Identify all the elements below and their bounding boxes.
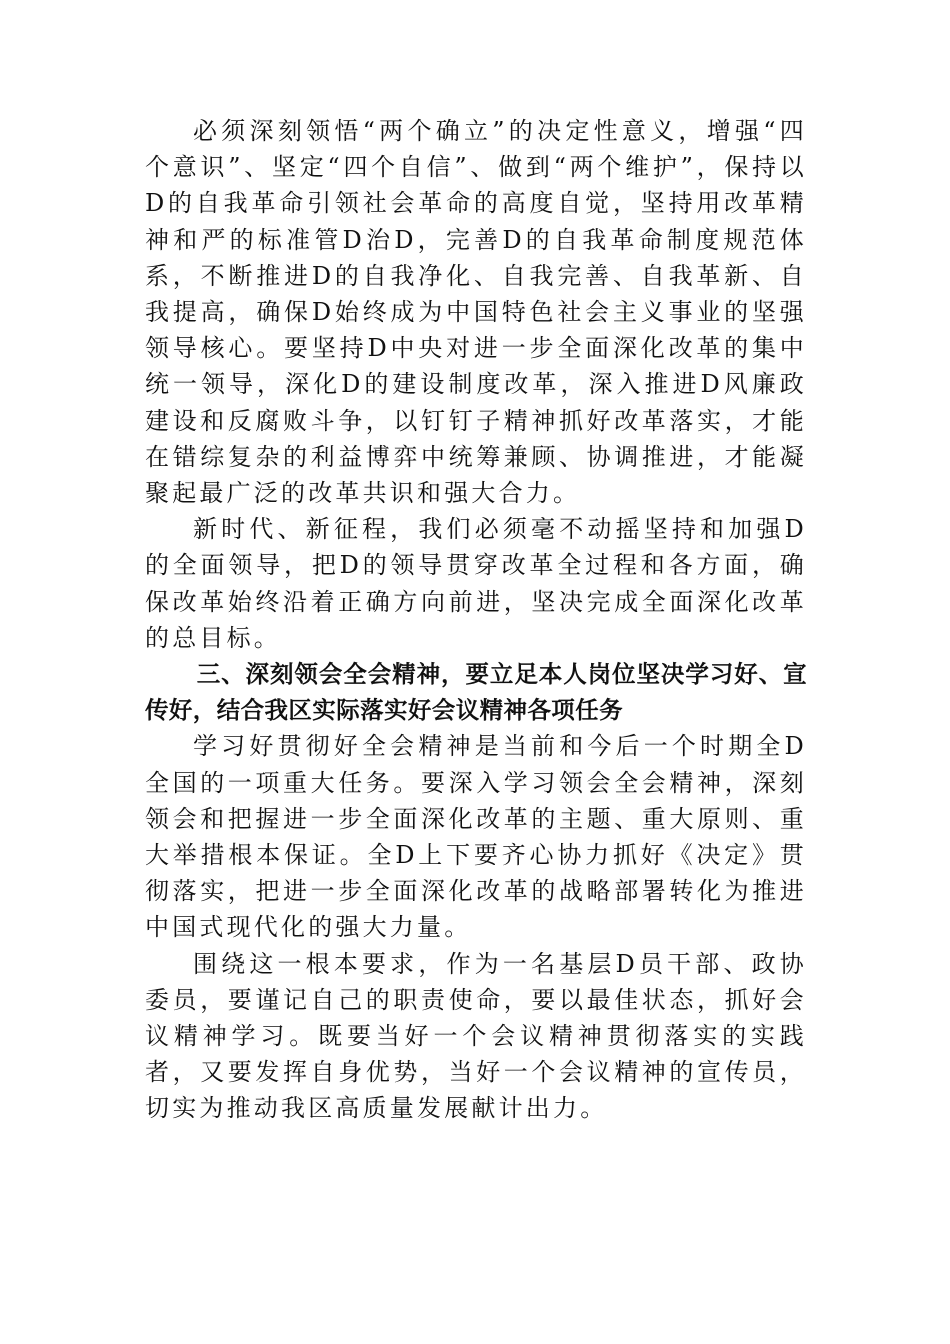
- section-heading: 三、深刻领会全会精神，要立足本人岗位坚决学习好、宣传好，结合我区实际落实好会议精神各项任务: [145, 660, 807, 725]
- body-paragraph: 必须深刻领悟“两个确立”的决定性意义，增强“四个意识”、坚定“四个自信”、做到“两个维护”，保持以D的自我革命引领社会革命的高度自觉，坚持用改革精神和严的标准管D治D，完善D的自我革命制度规范体系，不断推进D的自我净化、自我完善、自我革新、自我提高，确保D始终成为中国特色社会主义事业的坚强领导核心。要坚持D中央对进一步全面深化改革的集中统一领导，深化D的建设制度改革，深入推进D风廉政建设和反腐败斗争，以钉钉子精神抓好改革落实，才能在错综复杂的利益博弈中统筹兼顾、协调推进，才能凝聚起最广泛的改革共识和强大合力。: [145, 117, 807, 508]
- body-paragraph: 围绕这一根本要求，作为一名基层D员干部、政协委员，要谨记自己的职责使命，要以最佳状态，抓好会议精神学习。既要当好一个会议精神贯彻落实的实践者，又要发挥自身优势，当好一个会议精神的宣传员，切实为推动我区高质量发展献计出力。: [145, 949, 807, 1123]
- body-paragraph: 学习好贯彻好全会精神是当前和今后一个时期全D全国的一项重大任务。要深入学习领会全会精神，深刻领会和把握进一步全面深化改革的主题、重大原则、重大举措根本保证。全D上下要齐心协力抓好《决定》贯彻落实，把进一步全面深化改革的战略部署转化为推进中国式现代化的强大力量。: [145, 732, 807, 942]
- body-paragraph: 新时代、新征程，我们必须毫不动摇坚持和加强D的全面领导，把D的领导贯穿改革全过程和各方面，确保改革始终沿着正确方向前进，坚决完成全面深化改革的总目标。: [145, 515, 807, 652]
- document-body: [145, 113, 807, 1127]
